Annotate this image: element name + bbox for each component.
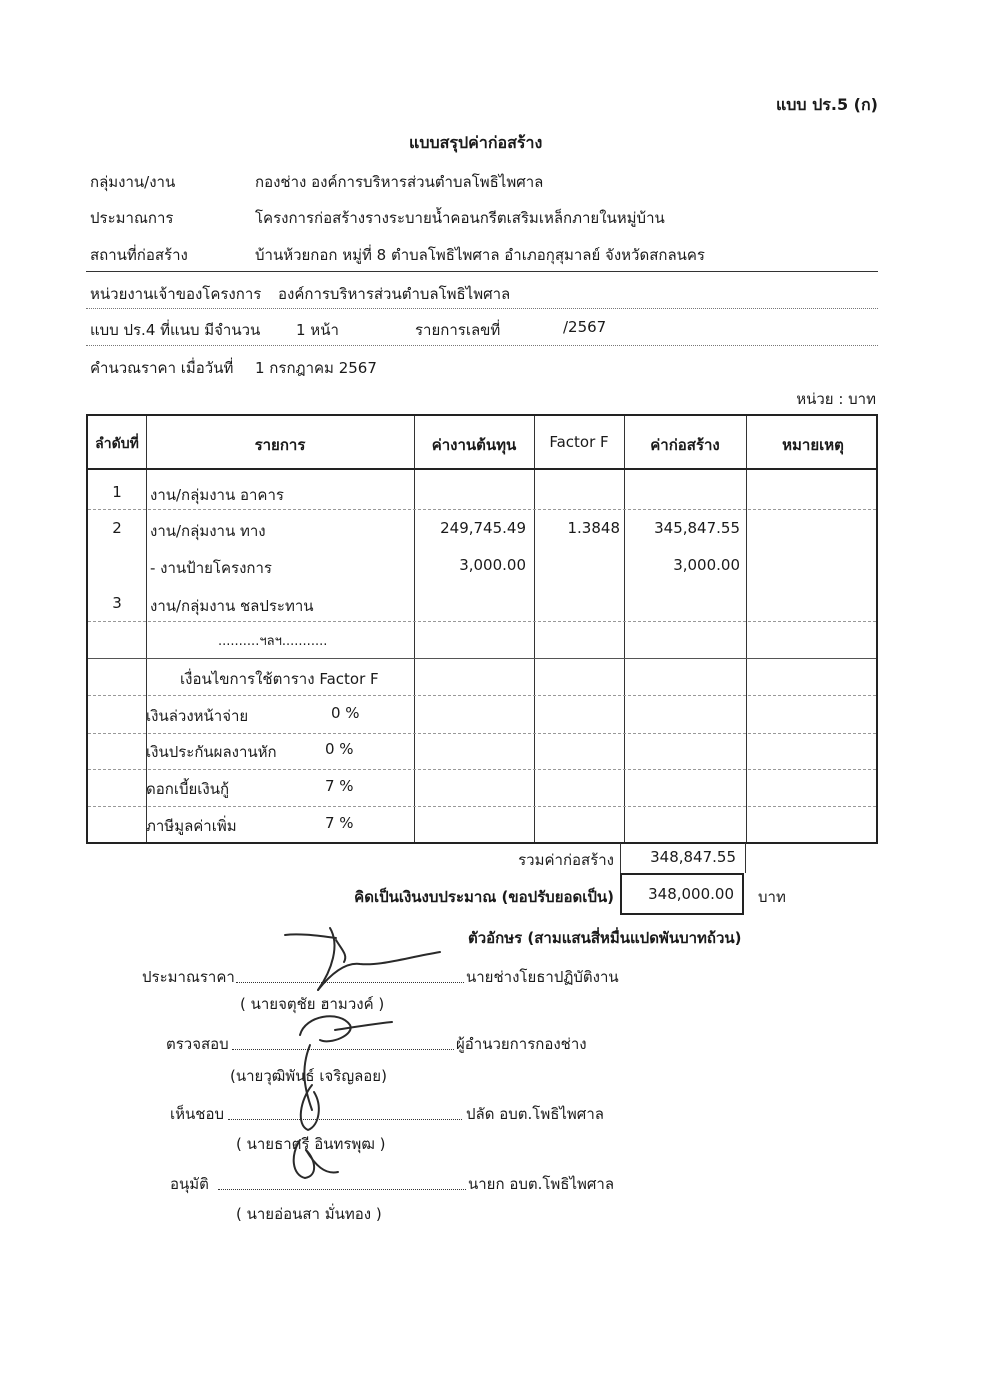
owner-value: องค์การบริหารส่วนตำบลโพธิไพศาล: [278, 285, 511, 303]
sig-role-check: ตรวจสอบ: [166, 1035, 229, 1053]
budget-unit: บาท: [758, 888, 786, 906]
sig-position-check: ผู้อำนวยการกองช่าง: [456, 1035, 587, 1053]
header-item: รายการ: [254, 436, 306, 454]
sig-position-agree: ปลัด อบต.โพธิไพศาล: [466, 1105, 604, 1123]
estimate-value: โครงการก่อสร้างรางระบายน้ำคอนกรีตเสริมเหล็กภายในหมู่บ้าน: [255, 209, 665, 227]
calc-date-label: คำนวณราคา เมื่อวันที่: [90, 359, 234, 377]
amount-in-words: ตัวอักษร (สามแสนสี่หมื่นแปดพันบาทถ้วน): [468, 929, 742, 947]
condition-label: เงินล่วงหน้าจ่าย: [146, 707, 249, 725]
condition-value: 7 %: [325, 814, 354, 832]
condition-label: ภาษีมูลค่าเพิ่ม: [146, 817, 237, 835]
condition-value: 0 %: [325, 740, 354, 758]
sig-name-approve: ( นายอ่อนสา มั่นทอง ): [236, 1205, 382, 1223]
budget-value: 348,000.00: [648, 885, 734, 903]
sig-name-estimate: ( นายจตุชัย ฮามวงค์ ): [240, 995, 385, 1013]
budget-label: คิดเป็นเงินงบประมาณ (ขอปรับยอดเป็น): [354, 888, 614, 906]
header-no: ลำดับที่: [95, 436, 139, 452]
sig-name-agree: ( นายธาตรี อินทรพุฒ ): [236, 1135, 386, 1153]
location-value: บ้านห้วยกอก หมู่ที่ 8 ตำบลโพธิไพศาล อำเภอกุสุมาลย์ จังหวัดสกลนคร: [255, 246, 705, 264]
row-no: 3: [112, 594, 122, 612]
row-no: 1: [112, 483, 122, 501]
sig-position-estimate: นายช่างโยธาปฏิบัติงาน: [466, 968, 619, 986]
unit-label: หน่วย : บาท: [796, 390, 876, 408]
page-title: แบบสรุปค่าก่อสร้าง: [409, 133, 543, 152]
row-construction: 3,000.00: [673, 556, 740, 574]
sig-name-check: (นายวุฒิพันธ์ เจริญลอย): [230, 1067, 387, 1085]
sig-role-estimate: ประมาณราคา: [142, 968, 235, 986]
row-no: 2: [112, 519, 122, 537]
row-construction: 345,847.55: [654, 519, 740, 537]
form4-label: แบบ ปร.4 ที่แนบ มีจำนวน: [90, 321, 261, 339]
header-cost: ค่างานต้นทุน: [431, 436, 517, 454]
sig-role-agree: เห็นชอบ: [170, 1105, 224, 1123]
estimate-label: ประมาณการ: [90, 209, 174, 227]
row-factor: 1.3848: [567, 519, 620, 537]
department-value: กองช่าง องค์การบริหารส่วนตำบลโพธิไพศาล: [255, 173, 544, 191]
sig-role-approve: อนุมัติ: [170, 1175, 209, 1193]
condition-value: 0 %: [331, 704, 360, 722]
row-item: ..........ฯลฯ...........: [218, 634, 328, 649]
row-cost: 3,000.00: [459, 556, 526, 574]
item-no-label: รายการเลขที่: [415, 321, 501, 339]
header-factor: Factor F: [549, 433, 609, 451]
item-no-value: /2567: [563, 318, 607, 336]
sig-position-approve: นายก อบต.โพธิไพศาล: [468, 1175, 615, 1193]
location-label: สถานที่ก่อสร้าง: [90, 246, 188, 264]
sum-label: รวมค่าก่อสร้าง: [518, 851, 614, 869]
form-code: แบบ ปร.5 (ก): [775, 95, 878, 114]
department-label: กลุ่มงาน/งาน: [90, 173, 176, 191]
row-item: งาน/กลุ่มงาน อาคาร: [150, 486, 284, 504]
form4-pages: 1 หน้า: [296, 321, 339, 339]
row-item: งาน/กลุ่มงาน ทาง: [150, 522, 266, 540]
header-note: หมายเหตุ: [782, 436, 844, 454]
owner-label: หน่วยงานเจ้าของโครงการ: [90, 285, 262, 303]
row-item: - งานป้ายโครงการ: [150, 559, 272, 577]
condition-value: 7 %: [325, 777, 354, 795]
condition-label: ดอกเบี้ยเงินกู้: [146, 780, 230, 798]
conditions-title: เงื่อนไขการใช้ตาราง Factor F: [180, 670, 379, 688]
sum-value: 348,847.55: [650, 848, 736, 866]
row-item: งาน/กลุ่มงาน ชลประทาน: [150, 597, 314, 615]
header-construction: ค่าก่อสร้าง: [650, 436, 720, 454]
condition-label: เงินประกันผลงานหัก: [146, 743, 277, 761]
calc-date-value: 1 กรกฎาคม 2567: [255, 359, 377, 377]
row-cost: 249,745.49: [440, 519, 526, 537]
